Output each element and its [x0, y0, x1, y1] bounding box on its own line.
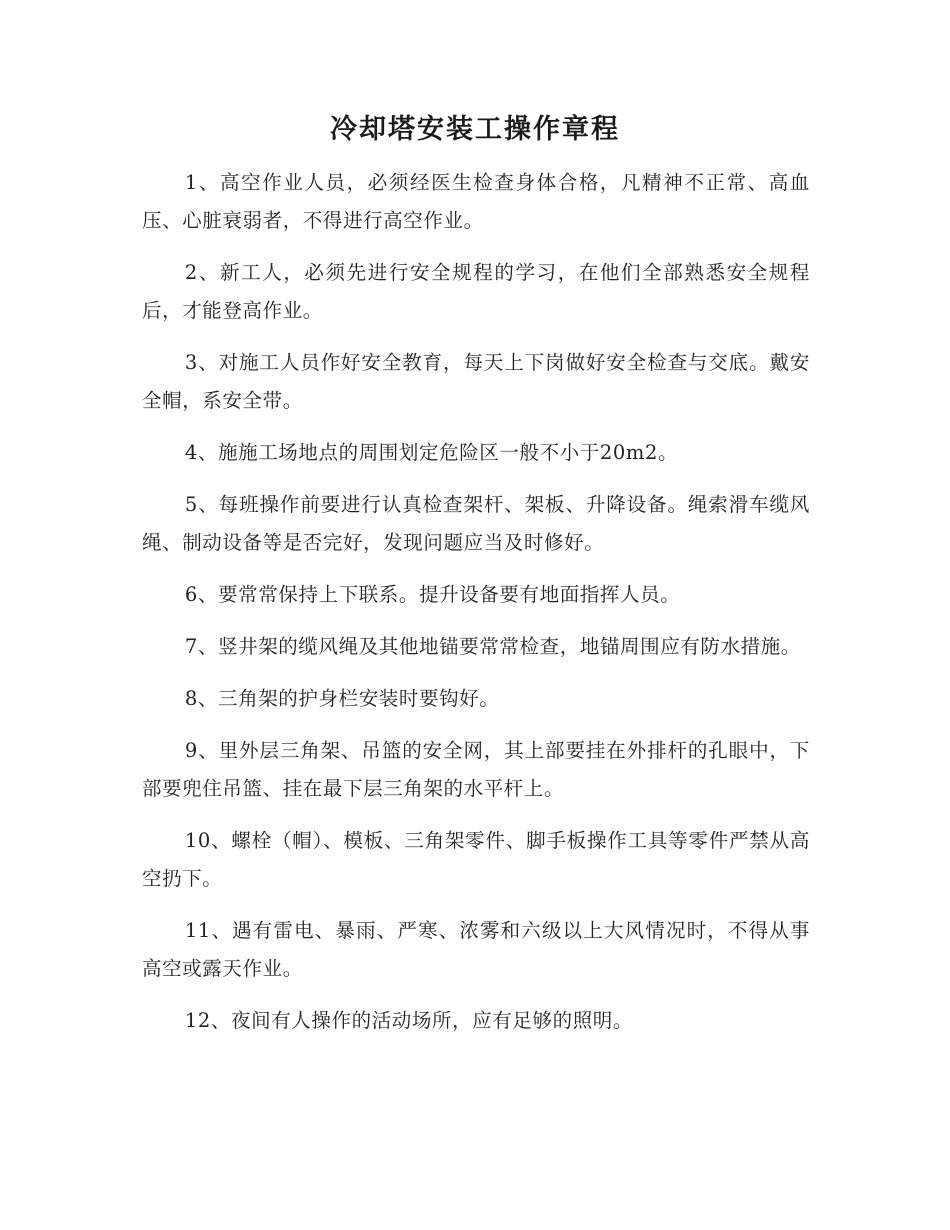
- document-body: [142, 164, 810, 1054]
- paragraph-12: 12、夜间有人操作的活动场所，应有足够的照明。: [184, 1009, 634, 1032]
- paragraph-11: 11、遇有雷电、暴雨、严寒、浓雾和六级以上大风情况时，不得从事高空或露天作业。: [142, 919, 810, 980]
- paragraph-2: 2、新工人，必须先进行安全规程的学习，在他们全部熟悉安全规程后，才能登高作业。: [142, 261, 810, 322]
- paragraph-10: 10、螺栓（帽）、模板、三角架零件、脚手板操作工具等零件严禁从高空扔下。: [142, 829, 810, 890]
- document-title: 冷却塔安装工操作章程: [330, 114, 620, 145]
- paragraph-8: 8、三角架的护身栏安装时要钩好。: [184, 687, 500, 710]
- paragraph-5: 5、每班操作前要进行认真检查架杆、架板、升降设备。绳索滑车缆风绳、制动设备等是否完好，发现问题应当及时修好。: [142, 493, 810, 554]
- paragraph-4: 4、施施工场地点的周围划定危险区一般不小于20m2。: [184, 441, 679, 464]
- paragraph-7: 7、竖井架的缆风绳及其他地锚要常常检查，地锚周围应有防水措施。: [184, 635, 801, 658]
- paragraph-6: 6、要常常保持上下联系。提升设备要有地面指挥人员。: [184, 583, 681, 606]
- paragraph-3: 3、对施工人员作好安全教育，每天上下岗做好安全检查与交底。戴安全帽，系安全带。: [142, 351, 810, 412]
- paragraph-9: 9、里外层三角架、吊篮的安全网，其上部要挂在外排杆的孔眼中，下部要兜住吊篮、挂在最下层三角架的水平杆上。: [142, 739, 810, 800]
- paragraph-1: 1、高空作业人员，必须经医生检查身体合格，凡精神不正常、高血压、心脏衰弱者，不得进行高空作业。: [142, 171, 810, 232]
